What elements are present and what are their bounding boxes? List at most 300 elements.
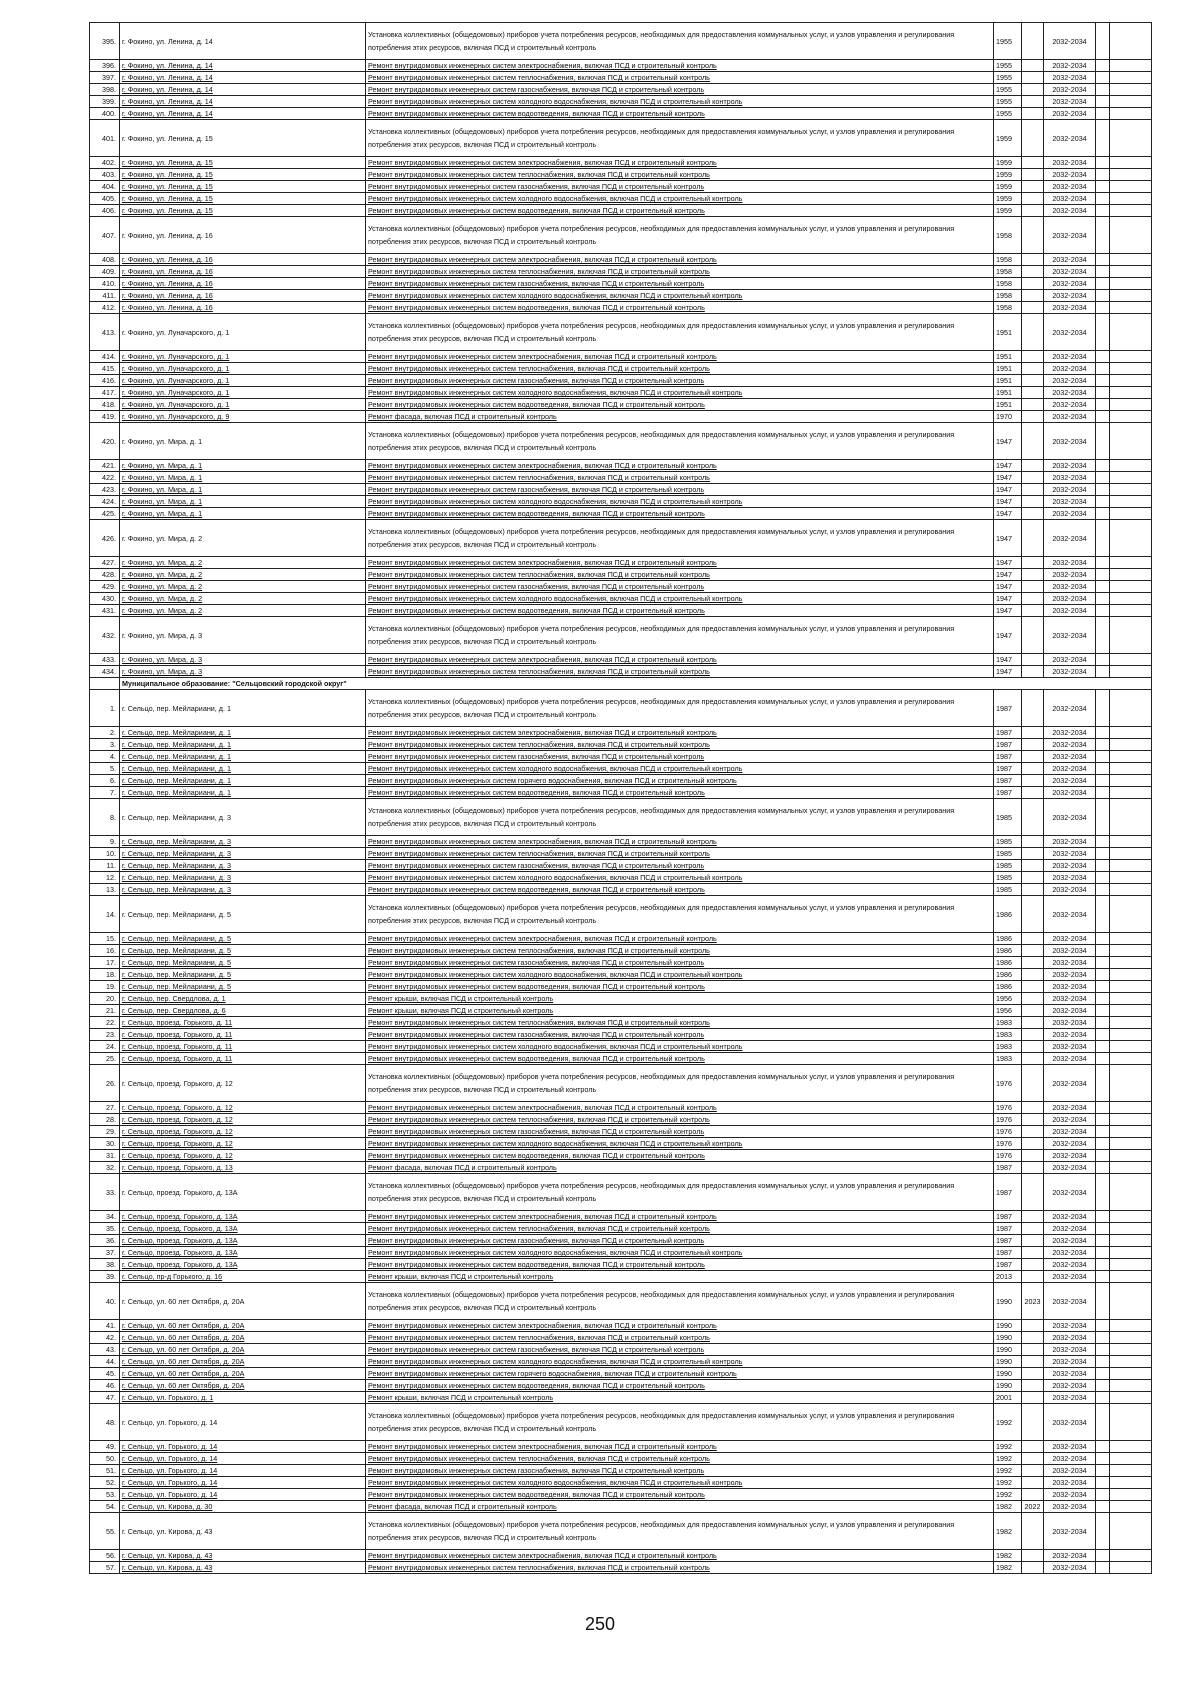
row-number: 433. <box>90 654 120 666</box>
empty-cell <box>1110 1150 1152 1162</box>
address-cell: г. Сельцо, пер. Мейлариани, д. 3 <box>120 836 366 848</box>
build-year-cell: 1947 <box>994 508 1022 520</box>
repair-period-cell: 2032-2034 <box>1044 617 1096 654</box>
table-row <box>90 1259 1152 1271</box>
empty-cell <box>1096 472 1110 484</box>
empty-cell <box>1096 387 1110 399</box>
build-year-cell: 1987 <box>994 1259 1022 1271</box>
work-type-cell: Ремонт внутридомовых инженерных систем электроснабжения, включая ПСД и строительный контроль <box>366 1320 994 1332</box>
table-row <box>90 1404 1152 1441</box>
table-row <box>90 520 1152 557</box>
prior-repair-cell <box>1022 957 1044 969</box>
work-type-cell: Установка коллективных (общедомовых) приборов учета потребления ресурсов, необходимых для предоставления коммунальных услуг, и узлов управления и регулирования потребления этих ресурсов, включая ПСД и строительный контроль <box>366 520 994 557</box>
repair-period-cell: 2032-2034 <box>1044 411 1096 423</box>
empty-cell <box>1110 1259 1152 1271</box>
address-cell: г. Сельцо, пер. Мейлариани, д. 5 <box>120 945 366 957</box>
work-type-cell: Ремонт внутридомовых инженерных систем электроснабжения, включая ПСД и строительный контроль <box>366 60 994 72</box>
row-number: 413. <box>90 314 120 351</box>
prior-repair-cell <box>1022 1053 1044 1065</box>
repair-period-cell: 2032-2034 <box>1044 157 1096 169</box>
address-cell: г. Сельцо, пр-д Горького, д. 16 <box>120 1271 366 1283</box>
address-cell: г. Сельцо, проезд. Горького, д. 13А <box>120 1174 366 1211</box>
empty-cell <box>1110 605 1152 617</box>
table-row <box>90 1114 1152 1126</box>
build-year-cell: 1990 <box>994 1368 1022 1380</box>
build-year-cell: 1955 <box>994 60 1022 72</box>
address-cell: г. Фокино, ул. Ленина, д. 14 <box>120 84 366 96</box>
table-row <box>90 1320 1152 1332</box>
table-body <box>90 23 1152 1574</box>
build-year-cell: 1987 <box>994 751 1022 763</box>
work-type-cell: Ремонт внутридомовых инженерных систем холодного водоснабжения, включая ПСД и строительный контроль <box>366 1041 994 1053</box>
row-number: 38. <box>90 1259 120 1271</box>
work-type-cell: Ремонт внутридомовых инженерных систем теплоснабжения, включая ПСД и строительный контроль <box>366 1562 994 1574</box>
work-type-cell: Ремонт внутридомовых инженерных систем холодного водоснабжения, включая ПСД и строительный контроль <box>366 290 994 302</box>
row-number: 405. <box>90 193 120 205</box>
prior-repair-cell <box>1022 739 1044 751</box>
prior-repair-cell <box>1022 569 1044 581</box>
repair-period-cell: 2032-2034 <box>1044 314 1096 351</box>
prior-repair-cell <box>1022 727 1044 739</box>
repair-period-cell: 2032-2034 <box>1044 1150 1096 1162</box>
prior-repair-cell <box>1022 508 1044 520</box>
row-number: 407. <box>90 217 120 254</box>
build-year-cell: 1947 <box>994 654 1022 666</box>
repair-period-cell: 2032-2034 <box>1044 690 1096 727</box>
empty-cell <box>1096 108 1110 120</box>
prior-repair-cell <box>1022 169 1044 181</box>
table-row <box>90 1380 1152 1392</box>
work-type-cell: Ремонт внутридомовых инженерных систем холодного водоснабжения, включая ПСД и строительный контроль <box>366 1138 994 1150</box>
row-number: 414. <box>90 351 120 363</box>
repair-period-cell: 2032-2034 <box>1044 884 1096 896</box>
prior-repair-cell <box>1022 557 1044 569</box>
empty-cell <box>1096 1404 1110 1441</box>
empty-cell <box>1096 1053 1110 1065</box>
address-cell: г. Сельцо, пер. Мейлариани, д. 1 <box>120 763 366 775</box>
empty-cell <box>1096 557 1110 569</box>
prior-repair-cell <box>1022 157 1044 169</box>
repair-period-cell: 2032-2034 <box>1044 96 1096 108</box>
row-number: 17. <box>90 957 120 969</box>
row-number: 431. <box>90 605 120 617</box>
prior-repair-cell <box>1022 108 1044 120</box>
address-cell: г. Сельцо, проезд. Горького, д. 13А <box>120 1259 366 1271</box>
work-type-cell: Ремонт крыши, включая ПСД и строительный контроль <box>366 993 994 1005</box>
repair-period-cell: 2032-2034 <box>1044 520 1096 557</box>
work-type-cell: Ремонт внутридомовых инженерных систем холодного водоснабжения, включая ПСД и строительный контроль <box>366 593 994 605</box>
address-cell: г. Фокино, ул. Луначарского, д. 1 <box>120 387 366 399</box>
empty-cell <box>1096 896 1110 933</box>
prior-repair-cell <box>1022 654 1044 666</box>
build-year-cell: 1947 <box>994 520 1022 557</box>
build-year-cell: 1985 <box>994 860 1022 872</box>
prior-repair-cell <box>1022 423 1044 460</box>
build-year-cell: 1983 <box>994 1029 1022 1041</box>
address-cell: г. Фокино, ул. Мира, д. 1 <box>120 423 366 460</box>
row-number: 48. <box>90 1404 120 1441</box>
work-type-cell: Ремонт внутридомовых инженерных систем газоснабжения, включая ПСД и строительный контроль <box>366 581 994 593</box>
empty-cell <box>1096 290 1110 302</box>
row-number: 53. <box>90 1489 120 1501</box>
work-type-cell: Установка коллективных (общедомовых) приборов учета потребления ресурсов, необходимых для предоставления коммунальных услуг, и узлов управления и регулирования потребления этих ресурсов, включая ПСД и строительный контроль <box>366 1404 994 1441</box>
address-cell: г. Фокино, ул. Мира, д. 3 <box>120 617 366 654</box>
work-type-cell: Ремонт внутридомовых инженерных систем водоотведения, включая ПСД и строительный контроль <box>366 205 994 217</box>
build-year-cell: 1951 <box>994 314 1022 351</box>
work-type-cell: Ремонт внутридомовых инженерных систем газоснабжения, включая ПСД и строительный контроль <box>366 957 994 969</box>
row-number: 34. <box>90 1211 120 1223</box>
address-cell: г. Фокино, ул. Ленина, д. 16 <box>120 266 366 278</box>
build-year-cell: 1992 <box>994 1489 1022 1501</box>
address-cell: г. Сельцо, ул. 60 лет Октября, д. 20А <box>120 1332 366 1344</box>
empty-cell <box>1110 1320 1152 1332</box>
table-row <box>90 1513 1152 1550</box>
table-row <box>90 120 1152 157</box>
build-year-cell: 1986 <box>994 933 1022 945</box>
row-number: 28. <box>90 1114 120 1126</box>
table-row <box>90 157 1152 169</box>
work-type-cell: Ремонт внутридомовых инженерных систем водоотведения, включая ПСД и строительный контроль <box>366 302 994 314</box>
table-row <box>90 266 1152 278</box>
address-cell: г. Фокино, ул. Мира, д. 3 <box>120 666 366 678</box>
work-type-cell: Ремонт внутридомовых инженерных систем электроснабжения, включая ПСД и строительный контроль <box>366 933 994 945</box>
build-year-cell: 1947 <box>994 605 1022 617</box>
row-number: 402. <box>90 157 120 169</box>
empty-cell <box>1110 1138 1152 1150</box>
table-row <box>90 860 1152 872</box>
prior-repair-cell <box>1022 399 1044 411</box>
row-number: 39. <box>90 1271 120 1283</box>
build-year-cell: 1976 <box>994 1150 1022 1162</box>
empty-cell <box>1096 617 1110 654</box>
prior-repair-cell <box>1022 933 1044 945</box>
address-cell: г. Сельцо, проезд. Горького, д. 12 <box>120 1150 366 1162</box>
work-type-cell: Ремонт внутридомовых инженерных систем холодного водоснабжения, включая ПСД и строительный контроль <box>366 387 994 399</box>
empty-cell <box>1096 363 1110 375</box>
empty-cell <box>1110 193 1152 205</box>
row-number: 11. <box>90 860 120 872</box>
work-type-cell: Ремонт внутридомовых инженерных систем теплоснабжения, включая ПСД и строительный контроль <box>366 266 994 278</box>
empty-cell <box>1110 1114 1152 1126</box>
empty-cell <box>1096 945 1110 957</box>
row-number: 23. <box>90 1029 120 1041</box>
work-type-cell: Ремонт внутридомовых инженерных систем теплоснабжения, включая ПСД и строительный контроль <box>366 945 994 957</box>
empty-cell <box>1110 1392 1152 1404</box>
address-cell: г. Фокино, ул. Ленина, д. 16 <box>120 302 366 314</box>
address-cell: г. Сельцо, проезд. Горького, д. 13 <box>120 1162 366 1174</box>
address-cell: г. Фокино, ул. Ленина, д. 16 <box>120 278 366 290</box>
empty-cell <box>1096 120 1110 157</box>
empty-cell <box>1110 1550 1152 1562</box>
table-row <box>90 278 1152 290</box>
empty-cell <box>1110 72 1152 84</box>
address-cell: г. Сельцо, проезд. Горького, д. 11 <box>120 1053 366 1065</box>
empty-cell <box>1110 933 1152 945</box>
repair-period-cell: 2032-2034 <box>1044 205 1096 217</box>
empty-cell <box>1110 278 1152 290</box>
row-number: 27. <box>90 1102 120 1114</box>
table-row <box>90 496 1152 508</box>
work-type-cell: Ремонт крыши, включая ПСД и строительный контроль <box>366 1271 994 1283</box>
table-row <box>90 460 1152 472</box>
repair-period-cell: 2032-2034 <box>1044 1005 1096 1017</box>
table-row <box>90 1441 1152 1453</box>
empty-cell <box>1110 1344 1152 1356</box>
empty-cell <box>1096 460 1110 472</box>
row-number: 416. <box>90 375 120 387</box>
work-type-cell: Ремонт внутридомовых инженерных систем газоснабжения, включая ПСД и строительный контроль <box>366 84 994 96</box>
work-type-cell: Ремонт внутридомовых инженерных систем газоснабжения, включая ПСД и строительный контроль <box>366 1465 994 1477</box>
empty-cell <box>1096 1259 1110 1271</box>
repair-period-cell: 2032-2034 <box>1044 84 1096 96</box>
row-number: 397. <box>90 72 120 84</box>
repair-period-cell: 2032-2034 <box>1044 654 1096 666</box>
work-type-cell: Ремонт внутридомовых инженерных систем теплоснабжения, включая ПСД и строительный контроль <box>366 848 994 860</box>
work-type-cell: Ремонт внутридомовых инженерных систем электроснабжения, включая ПСД и строительный контроль <box>366 254 994 266</box>
build-year-cell: 1976 <box>994 1126 1022 1138</box>
empty-cell <box>1110 872 1152 884</box>
build-year-cell: 1958 <box>994 254 1022 266</box>
repair-period-cell: 2032-2034 <box>1044 1320 1096 1332</box>
work-type-cell: Ремонт внутридомовых инженерных систем газоснабжения, включая ПСД и строительный контроль <box>366 181 994 193</box>
empty-cell <box>1110 120 1152 157</box>
build-year-cell: 1959 <box>994 169 1022 181</box>
prior-repair-cell <box>1022 1465 1044 1477</box>
table-row <box>90 1368 1152 1380</box>
repair-period-cell: 2032-2034 <box>1044 217 1096 254</box>
empty-cell <box>1110 157 1152 169</box>
empty-cell <box>1110 1562 1152 1574</box>
repair-period-cell: 2032-2034 <box>1044 1223 1096 1235</box>
work-type-cell: Ремонт внутридомовых инженерных систем электроснабжения, включая ПСД и строительный контроль <box>366 460 994 472</box>
build-year-cell: 1986 <box>994 981 1022 993</box>
empty-cell <box>1096 1271 1110 1283</box>
build-year-cell: 1959 <box>994 120 1022 157</box>
address-cell: г. Сельцо, проезд. Горького, д. 13А <box>120 1235 366 1247</box>
table-row <box>90 1162 1152 1174</box>
table-row <box>90 23 1152 60</box>
address-cell: г. Фокино, ул. Мира, д. 2 <box>120 569 366 581</box>
repair-period-cell: 2032-2034 <box>1044 605 1096 617</box>
repair-period-cell: 2032-2034 <box>1044 72 1096 84</box>
table-row <box>90 108 1152 120</box>
repair-period-cell: 2032-2034 <box>1044 1138 1096 1150</box>
empty-cell <box>1110 848 1152 860</box>
address-cell: г. Сельцо, ул. 60 лет Октября, д. 20А <box>120 1320 366 1332</box>
work-type-cell: Ремонт внутридомовых инженерных систем электроснабжения, включая ПСД и строительный контроль <box>366 654 994 666</box>
table-row <box>90 1053 1152 1065</box>
repair-period-cell: 2032-2034 <box>1044 484 1096 496</box>
build-year-cell: 1987 <box>994 690 1022 727</box>
row-number: 18. <box>90 969 120 981</box>
work-type-cell: Установка коллективных (общедомовых) приборов учета потребления ресурсов, необходимых для предоставления коммунальных услуг, и узлов управления и регулирования потребления этих ресурсов, включая ПСД и строительный контроль <box>366 1513 994 1550</box>
prior-repair-cell <box>1022 1477 1044 1489</box>
empty-cell <box>1110 1102 1152 1114</box>
table-row <box>90 739 1152 751</box>
address-cell: г. Сельцо, ул. Кирова, д. 43 <box>120 1562 366 1574</box>
build-year-cell: 1983 <box>994 1017 1022 1029</box>
row-number: 426. <box>90 520 120 557</box>
build-year-cell: 1976 <box>994 1138 1022 1150</box>
prior-repair-cell <box>1022 1368 1044 1380</box>
repair-period-cell: 2032-2034 <box>1044 1477 1096 1489</box>
empty-cell <box>1096 993 1110 1005</box>
repair-period-cell: 2032-2034 <box>1044 1126 1096 1138</box>
empty-cell <box>1110 1453 1152 1465</box>
row-number: 428. <box>90 569 120 581</box>
work-type-cell: Ремонт внутридомовых инженерных систем холодного водоснабжения, включая ПСД и строительный контроль <box>366 496 994 508</box>
build-year-cell: 1990 <box>994 1356 1022 1368</box>
row-number: 396. <box>90 60 120 72</box>
empty-cell <box>1096 205 1110 217</box>
prior-repair-cell <box>1022 1150 1044 1162</box>
prior-repair-cell <box>1022 763 1044 775</box>
address-cell: г. Сельцо, пер. Мейлариани, д. 1 <box>120 787 366 799</box>
empty-cell <box>1096 1562 1110 1574</box>
empty-cell <box>1110 108 1152 120</box>
repair-period-cell: 2032-2034 <box>1044 751 1096 763</box>
work-type-cell: Ремонт крыши, включая ПСД и строительный контроль <box>366 1392 994 1404</box>
table-row <box>90 836 1152 848</box>
table-row <box>90 557 1152 569</box>
address-cell: г. Фокино, ул. Мира, д. 2 <box>120 520 366 557</box>
empty-cell <box>1096 314 1110 351</box>
row-number: 403. <box>90 169 120 181</box>
empty-cell <box>1096 1465 1110 1477</box>
empty-cell <box>1096 1126 1110 1138</box>
table-row <box>90 1211 1152 1223</box>
repair-period-cell: 2032-2034 <box>1044 423 1096 460</box>
table-row <box>90 1174 1152 1211</box>
address-cell: г. Фокино, ул. Ленина, д. 16 <box>120 290 366 302</box>
prior-repair-cell <box>1022 1114 1044 1126</box>
build-year-cell: 1947 <box>994 617 1022 654</box>
repair-period-cell: 2032-2034 <box>1044 763 1096 775</box>
build-year-cell: 1958 <box>994 278 1022 290</box>
work-type-cell: Ремонт внутридомовых инженерных систем газоснабжения, включая ПСД и строительный контроль <box>366 278 994 290</box>
repair-period-cell: 2032-2034 <box>1044 120 1096 157</box>
empty-cell <box>1096 605 1110 617</box>
address-cell: г. Сельцо, пер. Мейлариани, д. 3 <box>120 884 366 896</box>
repair-period-cell: 2032-2034 <box>1044 108 1096 120</box>
empty-cell <box>1096 848 1110 860</box>
work-type-cell: Ремонт внутридомовых инженерных систем холодного водоснабжения, включая ПСД и строительный контроль <box>366 763 994 775</box>
empty-cell <box>1110 775 1152 787</box>
repair-period-cell: 2032-2034 <box>1044 1102 1096 1114</box>
empty-cell <box>1110 375 1152 387</box>
work-type-cell: Ремонт внутридомовых инженерных систем электроснабжения, включая ПСД и строительный контроль <box>366 157 994 169</box>
prior-repair-cell <box>1022 605 1044 617</box>
prior-repair-cell <box>1022 460 1044 472</box>
work-type-cell: Ремонт внутридомовых инженерных систем газоснабжения, включая ПСД и строительный контроль <box>366 751 994 763</box>
address-cell: г. Сельцо, пер. Мейлариани, д. 5 <box>120 957 366 969</box>
build-year-cell: 1992 <box>994 1441 1022 1453</box>
repair-period-cell: 2032-2034 <box>1044 1283 1096 1320</box>
table-row <box>90 1550 1152 1562</box>
prior-repair-cell <box>1022 751 1044 763</box>
row-number: 32. <box>90 1162 120 1174</box>
empty-cell <box>1110 884 1152 896</box>
prior-repair-cell <box>1022 217 1044 254</box>
table-row <box>90 896 1152 933</box>
empty-cell <box>1096 1332 1110 1344</box>
empty-cell <box>1110 981 1152 993</box>
empty-cell <box>1096 181 1110 193</box>
table-row <box>90 205 1152 217</box>
empty-cell <box>1110 690 1152 727</box>
empty-cell <box>1110 557 1152 569</box>
table-row <box>90 411 1152 423</box>
empty-cell <box>1096 654 1110 666</box>
empty-cell <box>1110 1223 1152 1235</box>
prior-repair-cell <box>1022 205 1044 217</box>
empty-cell <box>1110 787 1152 799</box>
row-number: 40. <box>90 1283 120 1320</box>
repair-period-cell: 2032-2034 <box>1044 1392 1096 1404</box>
prior-repair-cell <box>1022 278 1044 290</box>
repair-period-cell: 2032-2034 <box>1044 666 1096 678</box>
capital-repair-table <box>89 22 1152 1574</box>
row-number: 411. <box>90 290 120 302</box>
table-row <box>90 884 1152 896</box>
build-year-cell: 1987 <box>994 727 1022 739</box>
build-year-cell: 1955 <box>994 72 1022 84</box>
work-type-cell: Ремонт внутридомовых инженерных систем горячего водоснабжения, включая ПСД и строительный контроль <box>366 775 994 787</box>
repair-period-cell: 2032-2034 <box>1044 363 1096 375</box>
repair-period-cell: 2032-2034 <box>1044 1513 1096 1550</box>
empty-cell <box>1110 1174 1152 1211</box>
table-row <box>90 1344 1152 1356</box>
work-type-cell: Ремонт внутридомовых инженерных систем холодного водоснабжения, включая ПСД и строительный контроль <box>366 96 994 108</box>
build-year-cell: 1959 <box>994 157 1022 169</box>
row-number: 14. <box>90 896 120 933</box>
prior-repair-cell <box>1022 787 1044 799</box>
table-row <box>90 472 1152 484</box>
row-number: 406. <box>90 205 120 217</box>
empty-cell <box>1110 290 1152 302</box>
row-number: 33. <box>90 1174 120 1211</box>
empty-cell <box>1110 181 1152 193</box>
table-row <box>90 375 1152 387</box>
build-year-cell: 1976 <box>994 1102 1022 1114</box>
build-year-cell: 2001 <box>994 1392 1022 1404</box>
build-year-cell: 1951 <box>994 351 1022 363</box>
address-cell: г. Фокино, ул. Мира, д. 3 <box>120 654 366 666</box>
work-type-cell: Установка коллективных (общедомовых) приборов учета потребления ресурсов, необходимых для предоставления коммунальных услуг, и узлов управления и регулирования потребления этих ресурсов, включая ПСД и строительный контроль <box>366 896 994 933</box>
row-number: 4. <box>90 751 120 763</box>
empty-cell <box>1096 1380 1110 1392</box>
empty-cell <box>1110 1380 1152 1392</box>
repair-period-cell: 2032-2034 <box>1044 1380 1096 1392</box>
repair-period-cell: 2032-2034 <box>1044 60 1096 72</box>
empty-cell <box>1110 860 1152 872</box>
empty-cell <box>1096 1017 1110 1029</box>
repair-period-cell: 2032-2034 <box>1044 836 1096 848</box>
empty-cell <box>1096 751 1110 763</box>
work-type-cell: Ремонт фасада, включая ПСД и строительный контроль <box>366 1162 994 1174</box>
address-cell: г. Фокино, ул. Ленина, д. 15 <box>120 193 366 205</box>
work-type-cell: Ремонт внутридомовых инженерных систем водоотведения, включая ПСД и строительный контроль <box>366 884 994 896</box>
prior-repair-cell <box>1022 484 1044 496</box>
build-year-cell: 1992 <box>994 1465 1022 1477</box>
build-year-cell: 1990 <box>994 1332 1022 1344</box>
row-number: 6. <box>90 775 120 787</box>
build-year-cell: 1951 <box>994 399 1022 411</box>
work-type-cell: Ремонт внутридомовых инженерных систем водоотведения, включая ПСД и строительный контроль <box>366 108 994 120</box>
prior-repair-cell <box>1022 848 1044 860</box>
row-number: 37. <box>90 1247 120 1259</box>
empty-cell <box>1110 1029 1152 1041</box>
